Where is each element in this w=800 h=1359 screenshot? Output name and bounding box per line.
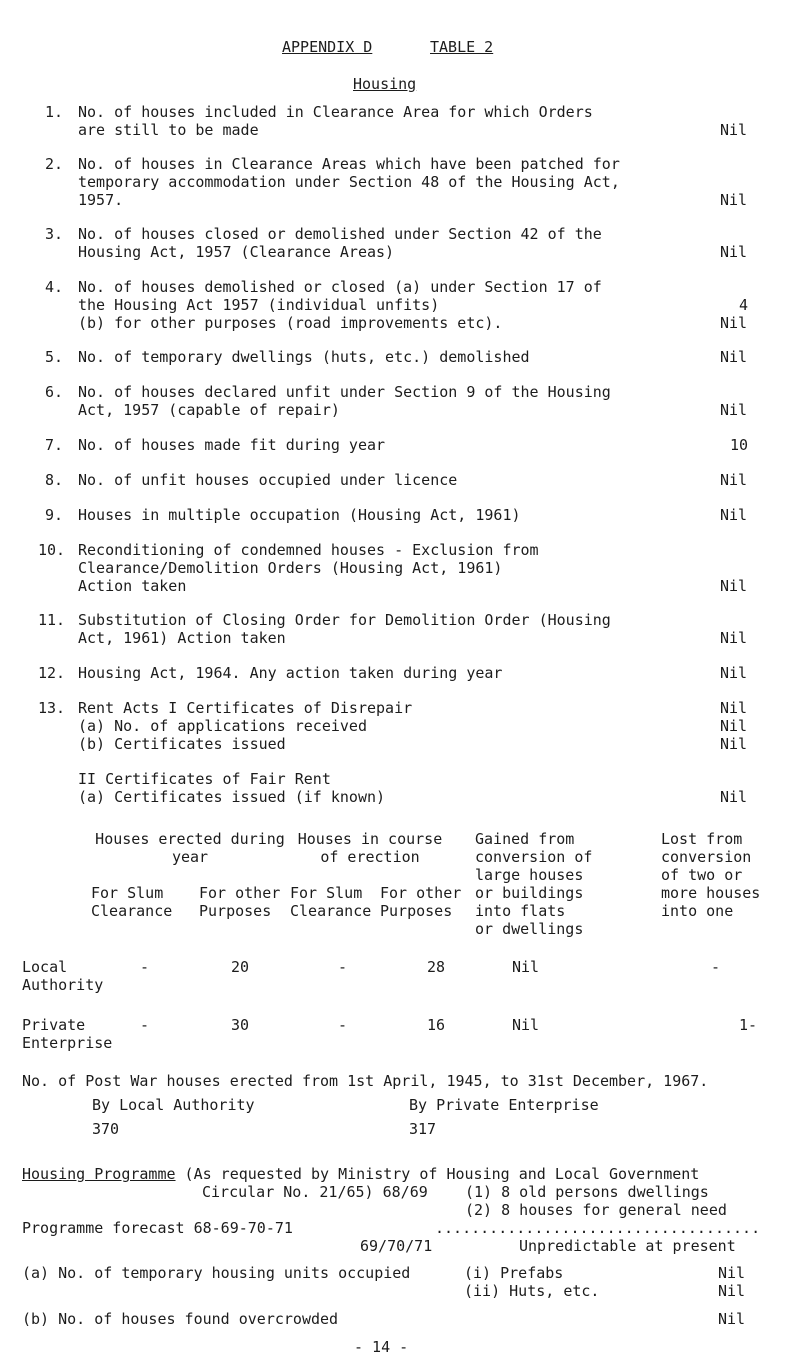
table-cell: 28 [427,958,446,976]
item-number: 8. [45,471,64,489]
table-cell: - [338,1016,348,1034]
forecast-value: Unpredictable at present [519,1237,736,1255]
overcrowded-value: Nil [718,1310,746,1328]
page-number: - 14 - [354,1338,409,1356]
item-value: Nil [720,664,748,682]
table-cell: Nil [512,958,540,976]
programme-item: (2) 8 houses for general need [465,1201,727,1219]
item-value: Nil [720,121,748,139]
item-value: Nil [720,191,748,209]
item-text: No. of temporary dwellings (huts, etc.) demolished [78,348,530,366]
item-text: Housing Act, 1964. Any action taken during year [78,664,503,682]
erected-header: Houses erected during [95,830,285,848]
forecast-label: Programme forecast 68-69-70-71 [22,1219,293,1237]
item-number: 11. [38,611,66,629]
row-label: Local [22,958,68,976]
table-cell: - [338,958,348,976]
table-cell: 20 [231,958,250,976]
gained-header: into flats [475,902,566,920]
lost-header: of two or [661,866,743,884]
item-text: Substitution of Closing Order for Demolition Order (Housing [78,611,611,629]
item-value: Nil [720,471,748,489]
course-header: Houses in course [297,830,443,848]
item-number: 5. [45,348,64,366]
table-cell: 1- [739,1016,758,1034]
sub-header: Purposes [199,902,272,920]
sub-header: For Slum [91,884,164,902]
item-text: Clearance/Demolition Orders (Housing Act, 1961) [78,559,503,577]
row-label: Authority [22,976,104,994]
page-title: Housing [353,75,417,93]
item-text: No. of houses in Clearance Areas which have been patched for [78,155,620,173]
item-value-a: 4 [739,296,749,314]
item-value: Nil [720,735,748,753]
post-war-private-label: By Private Enterprise [409,1096,599,1114]
sub-header: Clearance [91,902,173,920]
table-cell: - [140,958,150,976]
sub-header: Clearance [290,902,372,920]
item-text: No. of houses closed or demolished under Section 42 of the [78,225,602,243]
item-text: Act, 1957 (capable of repair) [78,401,340,419]
item-number: 12. [38,664,66,682]
item-text: Housing Act, 1957 (Clearance Areas) [78,243,395,261]
gained-header: or buildings [475,884,584,902]
item-text: Reconditioning of condemned houses - Exclusion from [78,541,539,559]
item-text: Action taken [78,577,187,595]
forecast-year: 69/70/71 [360,1237,433,1255]
sub-header: For other [380,884,462,902]
item-text: are still to be made [78,121,259,139]
lost-header: Lost from [661,830,743,848]
temporary-units-label: (a) No. of temporary housing units occupied [22,1264,411,1282]
overcrowded-label: (b) No. of houses found overcrowded [22,1310,339,1328]
sub-header: For Slum [290,884,363,902]
item-number: 4. [45,278,64,296]
post-war-local-label: By Local Authority [92,1096,255,1114]
fair-rent-heading: II Certificates of Fair Rent [78,770,331,788]
item-text: No. of houses declared unfit under Section 9 of the Housing [78,383,611,401]
item-value: Nil [720,629,748,647]
row-label: Enterprise [22,1034,113,1052]
item-text: No. of houses made fit during year [78,436,386,454]
item-text: No. of houses included in Clearance Area for which Orders [78,103,593,121]
item-number: 10. [38,541,66,559]
gained-header: conversion of [475,848,593,866]
sub-header: Purposes [380,902,453,920]
item-value: Nil [720,577,748,595]
item-value: Nil [720,243,748,261]
programme-circular: Circular No. 21/65) 68/69 [202,1183,428,1201]
gained-header: large houses [475,866,584,884]
item-text: (b) Certificates issued [78,735,286,753]
table-cell: 16 [427,1016,446,1034]
item-number: 6. [45,383,64,401]
gained-header: Gained from [475,830,575,848]
item-value: Nil [720,506,748,524]
erected-header: year [171,848,209,866]
item-number: 13. [38,699,66,717]
item-value-b: Nil [720,314,748,332]
temporary-item-label: (ii) Huts, etc. [464,1282,600,1300]
lost-header: more houses [661,884,761,902]
course-header: of erection [320,848,420,866]
gained-header: or dwellings [475,920,584,938]
item-text: Rent Acts I Certificates of Disrepair [78,699,413,717]
item-value: 10 [730,436,749,454]
item-value: Nil [720,348,748,366]
lost-header: into one [661,902,734,920]
item-value: Nil [720,699,748,717]
table-cell: 30 [231,1016,250,1034]
item-number: 7. [45,436,64,454]
programme-intro: (As requested by Ministry of Housing and Local Government [175,1165,700,1183]
fair-rent-line: (a) Certificates issued (if known) [78,788,386,806]
lost-header: conversion [661,848,752,866]
item-value: Nil [720,401,748,419]
item-number: 2. [45,155,64,173]
table-cell: - [711,958,721,976]
item-text: (a) No. of applications received [78,717,367,735]
item-text: 1957. [78,191,124,209]
fair-rent-value: Nil [720,788,748,806]
post-war-private-value: 317 [409,1120,437,1138]
post-war-line: No. of Post War houses erected from 1st April, 1945, to 31st December, 1967. [22,1072,709,1090]
item-number: 3. [45,225,64,243]
item-number: 1. [45,103,64,121]
sub-header: For other [199,884,281,902]
temporary-item-value: Nil [718,1264,746,1282]
row-label: Private [22,1016,86,1034]
forecast-leader-dots: .................................... [435,1219,761,1237]
programme-heading-line [22,1165,699,1183]
programme-heading: Housing Programme [22,1165,176,1183]
table-cell: Nil [512,1016,540,1034]
item-text: Act, 1961) Action taken [78,629,286,647]
item-text: No. of houses demolished or closed (a) under Section 17 of [78,278,602,296]
item-text: Houses in multiple occupation (Housing Act, 1961) [78,506,521,524]
table-label: TABLE 2 [430,38,494,56]
item-number: 9. [45,506,64,524]
item-text: temporary accommodation under Section 48 of the Housing Act, [78,173,620,191]
temporary-item-value: Nil [718,1282,746,1300]
item-value: Nil [720,717,748,735]
appendix-label: APPENDIX D [282,38,373,56]
item-text: No. of unfit houses occupied under licence [78,471,458,489]
item-text: (b) for other purposes (road improvements etc). [78,314,503,332]
table-cell: - [140,1016,150,1034]
temporary-item-label: (i) Prefabs [464,1264,564,1282]
item-text: the Housing Act 1957 (individual unfits) [78,296,440,314]
programme-item: (1) 8 old persons dwellings [465,1183,709,1201]
post-war-local-value: 370 [92,1120,120,1138]
